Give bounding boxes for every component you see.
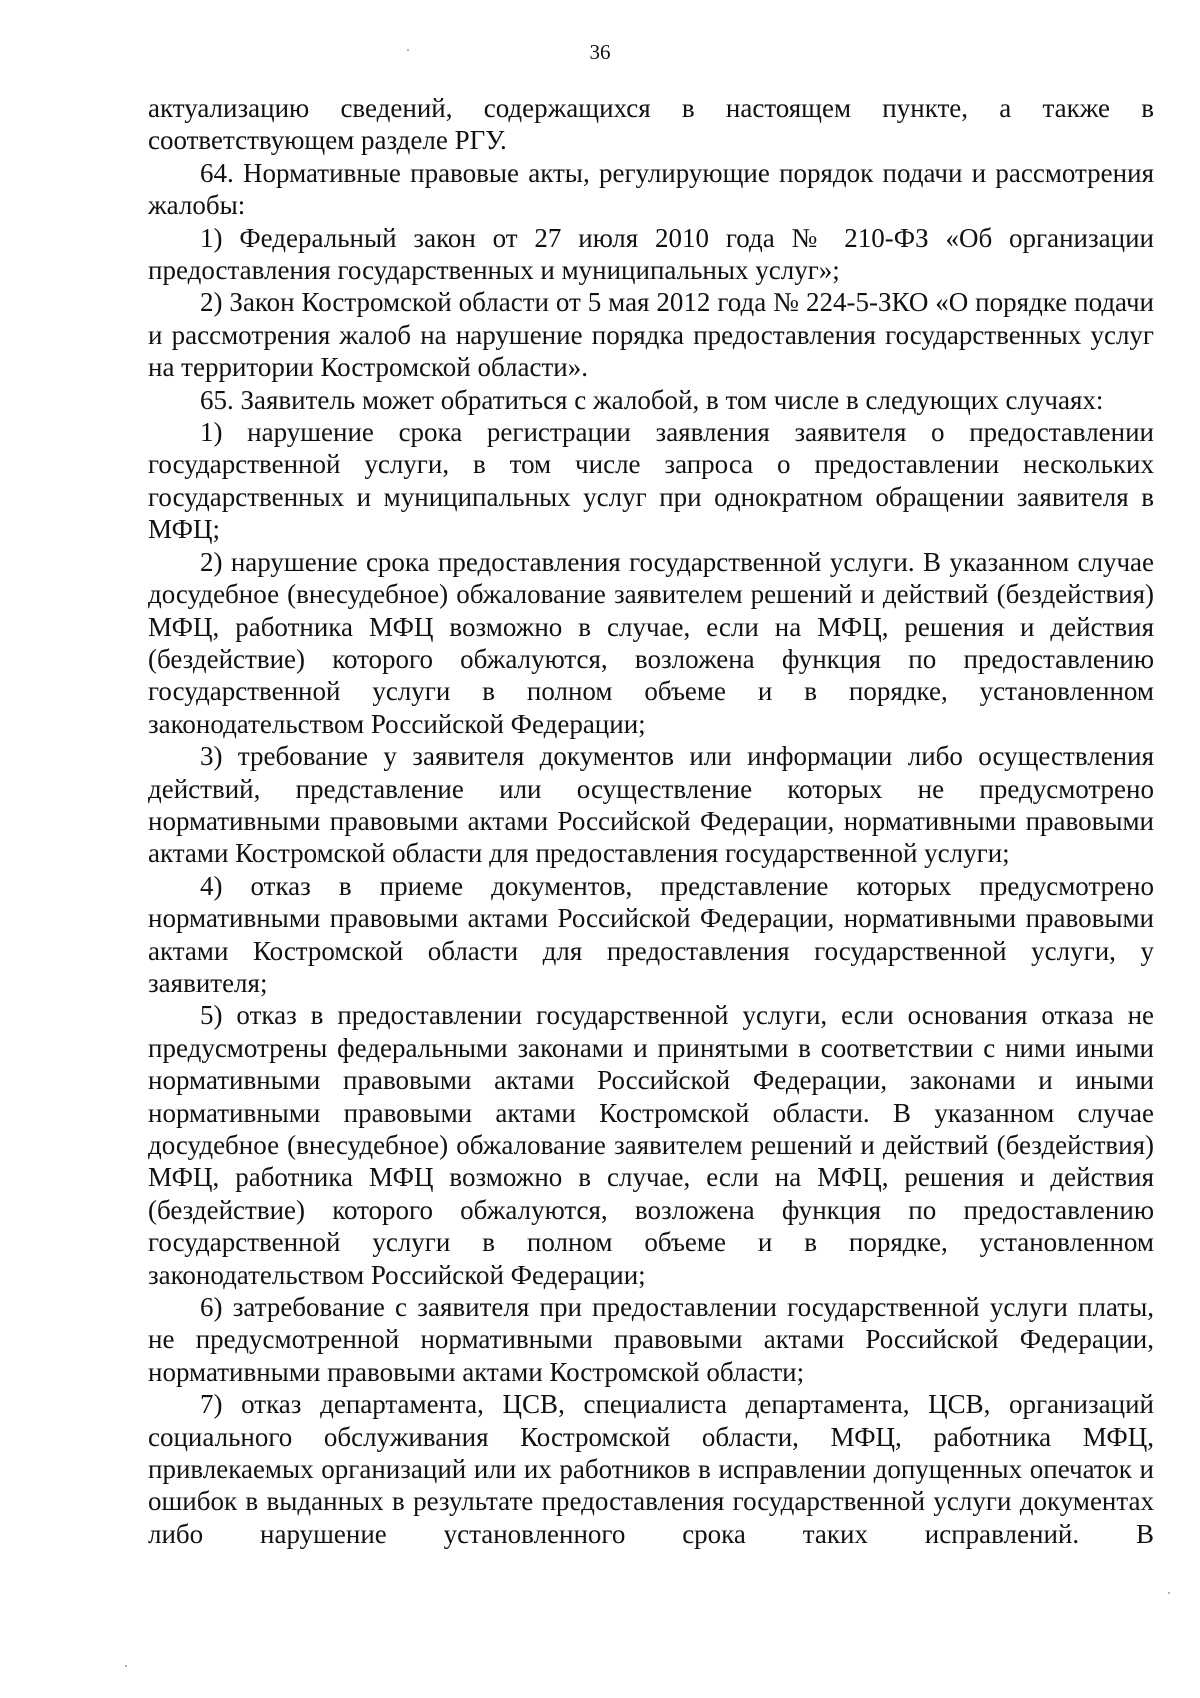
paragraph-65-item-3: 3) требование у заявителя документов или информации либо осуществления действий, представление или осуществление которых не предусмотрено нормативными правовыми актами Российской Федерации, нормативными правовыми актами Костромской области для предоставления государственной услуги; [148, 741, 1154, 869]
paragraph-65-item-6: 6) затребование с заявителя при предоставлении государственной услуги платы, не предусмотренной нормативными правовыми актами Российской Федерации, нормативными правовыми актами Костромской области; [148, 1292, 1154, 1387]
paragraph-65: 65. Заявитель может обратиться с жалобой, в том числе в следующих случаях: [200, 384, 1104, 415]
paragraph-continuation: актуализацию сведений, содержащихся в настоящем пункте, а также в соответствующем разделе РГУ. [148, 93, 1154, 156]
paragraph-65-item-5: 5) отказ в предоставлении государственной услуги, если основания отказа не предусмотрены федеральными законами и принятыми в соответствии с ними иными нормативными правовыми актами Российской Федерации, законами и иными нормативными правовыми актами Костромской области. В указанном случае досудебное (внесудебное) обжалование заявителем решений и действий (бездействия) МФЦ, работника МФЦ возможно в случае, если на МФЦ, решения и действия (бездействие) которого обжалуются, возложена функция по предоставлению государственной услуги в полном объеме и в порядке, установленном законодательством Российской Федерации; [148, 1000, 1154, 1290]
paragraph-64-item-2: 2) Закон Костромской области от 5 мая 2012 года № 224-5-ЗКО «О порядке подачи и рассмотрения жалоб на нарушение порядка предоставления государственных услуг на территории Костромской области». [148, 287, 1154, 383]
scan-speck [1168, 1592, 1170, 1594]
paragraph-65-item-2: 2) нарушение срока предоставления государственной услуги. В указанном случае досудебное (внесудебное) обжалование заявителем решений и действий (бездействия) МФЦ, работника МФЦ возможно в случае, если на МФЦ, решения и действия (бездействие) которого обжалуются, возложена функция по предоставлению государственной услуги в полном объеме и в порядке, установленном законодательством Российской Федерации; [148, 546, 1154, 739]
document-body [148, 92, 1154, 1550]
scan-speck [125, 1665, 127, 1667]
paragraph-64: 64. Нормативные правовые акты, регулирующие порядок подачи и рассмотрения жалобы: [148, 157, 1154, 221]
paragraph-64-item-1: 1) Федеральный закон от 27 июля 2010 года № 210-ФЗ «Об организации предоставления государственных и муниципальных услуг»; [148, 222, 1154, 286]
paragraph-65-item-1: 1) нарушение срока регистрации заявления заявителя о предоставлении государственной услуги, в том числе запроса о предоставлении нескольких государственных и муниципальных услуг при однократном обращении заявителя в МФЦ; [148, 417, 1154, 545]
scan-speck [407, 49, 409, 51]
paragraph-65-item-7: 7) отказ департамента, ЦСВ, специалиста департамента, ЦСВ, организаций социального обслуживания Костромской области, МФЦ, работника МФЦ, привлекаемых организаций или их работников в исправлении допущенных опечаток и ошибок в выданных в результате предоставления государственной услуги документах либо нарушение установленного срока таких исправлений. В [148, 1389, 1154, 1549]
page-number: 36 [589, 40, 611, 64]
paragraph-65-item-4: 4) отказ в приеме документов, представление которых предусмотрено нормативными правовыми актами Российской Федерации, нормативными правовыми актами Костромской области для предоставления государственной услуги, у заявителя; [148, 870, 1154, 998]
